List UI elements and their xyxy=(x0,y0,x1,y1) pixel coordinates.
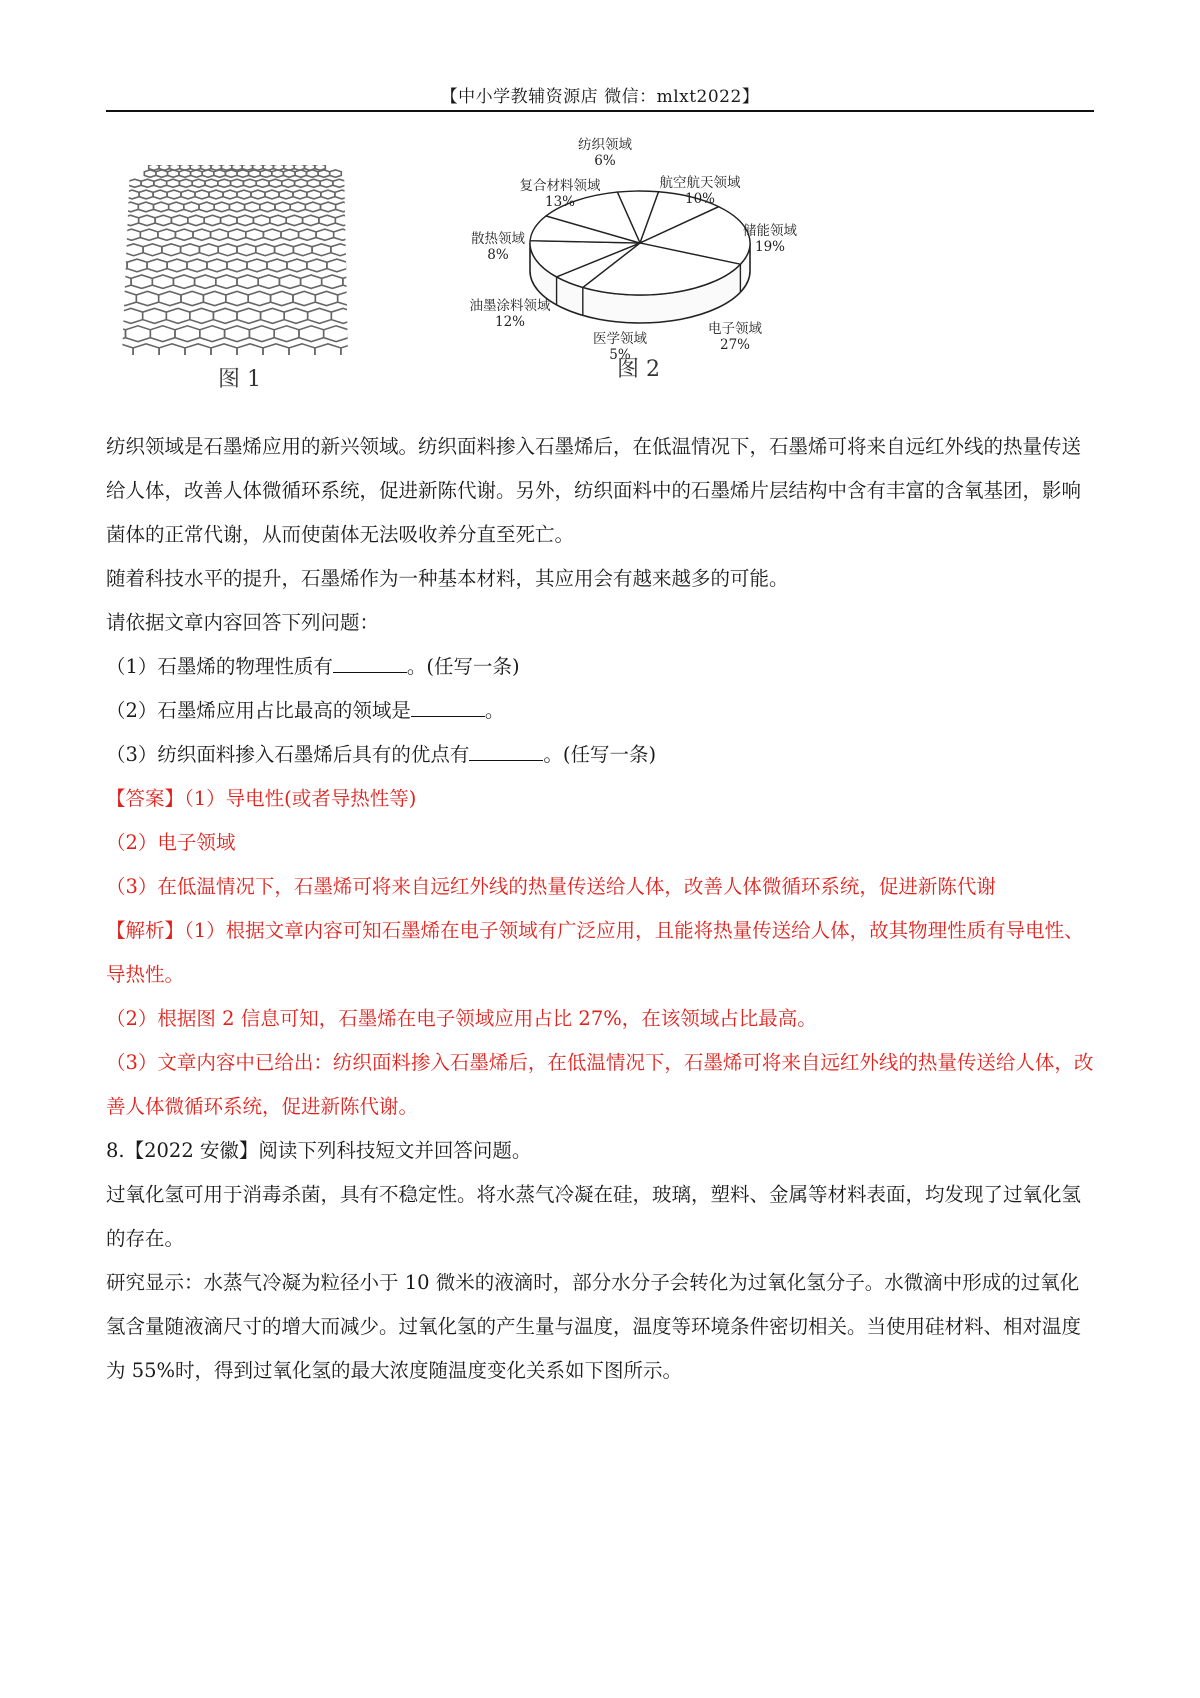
lattice-hexagon xyxy=(237,308,261,323)
lattice-hexagon xyxy=(141,179,154,187)
lattice-hexagon xyxy=(167,190,181,199)
lattice-hexagon xyxy=(112,326,126,342)
lattice-hexagon xyxy=(263,344,289,361)
lattice-hexagon xyxy=(349,326,363,342)
lattice-hexagon xyxy=(228,229,246,240)
lattice-hexagon xyxy=(221,164,231,171)
lattice-hexagon xyxy=(284,308,308,323)
lattice-hexagon xyxy=(173,275,194,288)
pie-value-label: 6% xyxy=(594,153,616,169)
lattice-hexagon xyxy=(209,190,223,199)
lattice-hexagon xyxy=(256,244,275,256)
lattice-hexagon xyxy=(152,275,173,288)
analysis-label: 【解析】 xyxy=(106,919,185,942)
lattice-hexagon xyxy=(123,202,138,212)
header-divider xyxy=(106,110,1094,112)
lattice-hexagon xyxy=(112,291,114,305)
lattice-hexagon xyxy=(260,202,275,212)
graphene-lattice-figure xyxy=(112,155,362,365)
lattice-hexagon xyxy=(273,164,283,171)
lattice-hexagon xyxy=(275,244,294,256)
lattice-hexagon xyxy=(318,170,330,177)
lattice-hexagon xyxy=(336,202,351,212)
lattice-hexagon xyxy=(279,190,293,199)
lattice-hexagon xyxy=(295,170,307,177)
lattice-hexagon xyxy=(248,291,270,305)
lattice-hexagon xyxy=(249,326,274,342)
lattice-hexagon xyxy=(303,215,319,225)
lattice-hexagon xyxy=(195,275,216,288)
lattice-hexagon xyxy=(256,179,269,187)
lattice-hexagon xyxy=(263,229,281,240)
lattice-hexagon xyxy=(272,170,284,177)
lattice-hexagon xyxy=(192,179,205,187)
lattice-hexagon xyxy=(153,190,167,199)
question-1 xyxy=(106,645,1096,689)
question-8-paragraph-2: 研究显示：水蒸气冷凝为粒径小于 10 微米的液滴时，部分水分子会转化为过氧化氢分子。水微滴中形成的过氧化氢含量随液滴尺寸的增大而减少。过氧化氢的产生量与温度，温度等环境条件密切相关。当使用硅材料、相对温度为 55%时，得到过氧化氢的最大浓度随温度变化关系如下图所示。 xyxy=(106,1271,1082,1382)
lattice-hexagon xyxy=(350,244,362,256)
lattice-hexagon xyxy=(305,202,320,212)
lattice-hexagon xyxy=(139,215,155,225)
lattice-hexagon xyxy=(246,229,264,240)
lattice-hexagon xyxy=(237,275,258,288)
lattice-hexagon xyxy=(155,215,171,225)
lattice-hexagon xyxy=(293,291,315,305)
lattice-hexagon xyxy=(159,344,185,361)
lattice-hexagon xyxy=(211,229,229,240)
lattice-hexagon xyxy=(249,170,261,177)
lattice-hexagon xyxy=(205,179,218,187)
lattice-hexagon xyxy=(168,170,180,177)
lattice-hexagon xyxy=(170,164,180,171)
lattice-hexagon xyxy=(231,179,244,187)
pie-value-label: 8% xyxy=(487,247,509,263)
lattice-hexagon xyxy=(286,215,302,225)
lattice-hexagon xyxy=(188,215,204,225)
lattice-hexagon xyxy=(347,259,362,272)
lattice-hexagon xyxy=(181,244,200,256)
lattice-hexagon xyxy=(207,259,227,272)
lattice-hexagon xyxy=(138,202,153,212)
lattice-hexagon xyxy=(321,190,335,199)
lattice-hexagon xyxy=(143,308,167,323)
lattice-hexagon xyxy=(128,179,141,187)
lattice-hexagon xyxy=(271,291,293,305)
pie-category-label: 散热领域 xyxy=(471,231,525,247)
lattice-hexagon xyxy=(169,202,184,212)
lattice-hexagon xyxy=(147,259,167,272)
pie-category-label: 航空航天领域 xyxy=(659,175,741,191)
lattice-hexagon xyxy=(263,164,273,171)
lattice-hexagon xyxy=(185,344,211,361)
lattice-hexagon xyxy=(214,202,229,212)
lattice-hexagon xyxy=(334,229,352,240)
analysis-line-2: （2）根据图 2 信息可知，石墨烯在电子领域应用占比 27%，在该领域占比最高。 xyxy=(106,1007,817,1030)
question-2-text: （2）石墨烯应用占比最高的领域是 xyxy=(106,699,411,722)
paragraph-instruction: 请依据文章内容回答下列问题： xyxy=(106,611,380,634)
answer-line-2: （2）电子领域 xyxy=(106,831,236,854)
question-3-suffix: 。(任写一条) xyxy=(543,743,657,766)
lattice-hexagon xyxy=(333,179,346,187)
lattice-hexagon xyxy=(335,190,349,199)
lattice-hexagon xyxy=(166,308,190,323)
lattice-hexagon xyxy=(289,344,315,361)
lattice-hexagon xyxy=(312,244,331,256)
lattice-hexagon xyxy=(242,164,252,171)
question-1-suffix: 。(任写一条) xyxy=(406,655,520,678)
lattice-hexagon xyxy=(247,259,267,272)
lattice-hexagon xyxy=(331,308,355,323)
lattice-hexagon xyxy=(315,344,341,361)
lattice-hexagon xyxy=(122,215,138,225)
graphene-application-pie-chart xyxy=(470,135,810,375)
lattice-hexagon xyxy=(301,275,322,288)
lattice-hexagon xyxy=(179,179,192,187)
page-header: 【中小学教辅资源店 微信：mlxt2022】 xyxy=(440,87,760,107)
question-1-text: （1）石墨烯的物理性质有 xyxy=(106,655,333,678)
lattice-hexagon xyxy=(275,202,290,212)
lattice-hexagon xyxy=(190,164,200,171)
lattice-hexagon xyxy=(150,326,175,342)
answer-text-1: （1）导电性(或者导热性等) xyxy=(184,787,417,810)
lattice-hexagon xyxy=(123,229,141,240)
paragraph-future: 随着科技水平的提升，石墨烯作为一种基本材料，其应用会有越来越多的可能。 xyxy=(106,567,789,590)
lattice-hexagon xyxy=(253,215,269,225)
lattice-hexagon xyxy=(335,215,351,225)
pie-value-label: 10% xyxy=(684,191,716,207)
lattice-hexagon xyxy=(237,190,251,199)
lattice-hexagon xyxy=(199,244,218,256)
figure2-caption: 图 2 xyxy=(617,357,660,382)
answer-line-1 xyxy=(106,777,1096,821)
lattice-hexagon xyxy=(211,344,237,361)
lattice-hexagon xyxy=(193,229,211,240)
lattice-hexagon xyxy=(330,170,342,177)
lattice-hexagon xyxy=(204,215,220,225)
lattice-hexagon xyxy=(245,202,260,212)
question-2-suffix: 。 xyxy=(484,699,505,722)
lattice-hexagon xyxy=(331,244,350,256)
lattice-hexagon xyxy=(119,308,143,323)
lattice-hexagon xyxy=(261,308,285,323)
lattice-hexagon xyxy=(267,259,287,272)
question-8-title: 8.【2022 安徽】阅读下列科技短文并回答问题。 xyxy=(106,1139,532,1162)
paragraph-textile: 纺织领域是石墨烯应用的新兴领域。纺织面料掺入石墨烯后，在低温情况下，石墨烯可将来自远红外线的热量传送给人体，改善人体微循环系统，促进新陈代谢。另外，纺织面料中的石墨烯片层结构中含有丰富的含氧基团，影响菌体的正常代谢，从而使菌体无法吸收养分直至死亡。 xyxy=(106,435,1082,546)
lattice-hexagon xyxy=(159,291,181,305)
lattice-hexagon xyxy=(191,170,203,177)
pie-value-label: 27% xyxy=(719,337,751,353)
lattice-hexagon xyxy=(154,179,167,187)
lattice-hexagon xyxy=(112,259,127,272)
lattice-hexagon xyxy=(343,275,362,288)
lattice-hexagon xyxy=(293,190,307,199)
lattice-hexagon xyxy=(216,275,237,288)
lattice-hexagon xyxy=(218,179,231,187)
lattice-hexagon xyxy=(126,326,151,342)
lattice-hexagon xyxy=(203,291,225,305)
lattice-hexagon xyxy=(349,190,362,199)
lattice-hexagon xyxy=(341,344,362,361)
lattice-hexagon xyxy=(112,308,119,323)
lattice-hexagon xyxy=(175,229,193,240)
lattice-hexagon xyxy=(270,215,286,225)
lattice-hexagon xyxy=(226,291,248,305)
pie-value-label: 13% xyxy=(544,194,576,210)
lattice-hexagon xyxy=(136,291,158,305)
lattice-hexagon xyxy=(213,308,237,323)
lattice-hexagon xyxy=(202,170,214,177)
analysis-line-3: （3）文章内容中已给出：纺织面料掺入石墨烯后，在低温情况下，石墨烯可将来自远红外线的热量传送给人体，改善人体微循环系统，促进新陈代谢。 xyxy=(106,1051,1094,1118)
lattice-hexagon xyxy=(258,275,279,288)
pie-category-label: 纺织领域 xyxy=(578,137,632,153)
question-8-paragraph-1: 过氧化氢可用于消毒杀菌，具有不稳定性。将水蒸气冷凝在硅，玻璃，塑料、金属等材料表面，均发现了过氧化氢的存在。 xyxy=(106,1183,1082,1250)
lattice-hexagon xyxy=(223,190,237,199)
pie-category-label: 电子领域 xyxy=(708,321,762,337)
lattice-hexagon xyxy=(156,170,168,177)
lattice-hexagon xyxy=(131,275,152,288)
lattice-hexagon xyxy=(324,326,349,342)
lattice-hexagon xyxy=(162,244,181,256)
lattice-hexagon xyxy=(112,202,123,212)
lattice-hexagon xyxy=(315,291,337,305)
lattice-hexagon xyxy=(184,202,199,212)
lattice-hexagon xyxy=(327,259,347,272)
analysis-text-1: （1）根据文章内容可知石墨烯在电子领域有广泛应用，且能将热量传送给人体，故其物理性质有导电性、导热性。 xyxy=(106,919,1084,986)
lattice-hexagon xyxy=(112,275,131,288)
lattice-hexagon xyxy=(112,215,122,225)
lattice-hexagon xyxy=(237,344,263,361)
lattice-hexagon xyxy=(307,259,327,272)
lattice-hexagon xyxy=(114,291,136,305)
lattice-hexagon xyxy=(237,170,249,177)
lattice-hexagon xyxy=(237,215,253,225)
lattice-hexagon xyxy=(158,229,176,240)
pie-value-label: 5% xyxy=(609,347,631,363)
lattice-hexagon xyxy=(221,215,237,225)
lattice-hexagon xyxy=(133,344,159,361)
lattice-hexagon xyxy=(294,164,304,171)
lattice-hexagon xyxy=(154,202,169,212)
answer-blank xyxy=(411,700,485,717)
lattice-hexagon xyxy=(352,215,362,225)
document-body xyxy=(106,425,1096,1393)
question-3-text: （3）纺织面料掺入石墨烯后具有的优点有 xyxy=(106,743,470,766)
lattice-hexagon xyxy=(232,164,242,171)
pie-category-label: 复合材料领域 xyxy=(519,178,601,194)
lattice-hexagon xyxy=(171,215,187,225)
lattice-hexagon xyxy=(307,190,321,199)
pie-category-label: 油墨涂料领域 xyxy=(470,298,551,314)
lattice-hexagon xyxy=(127,259,147,272)
lattice-hexagon xyxy=(316,229,334,240)
pie-category-label: 储能领域 xyxy=(743,223,797,239)
lattice-hexagon xyxy=(322,275,343,288)
lattice-hexagon xyxy=(338,291,360,305)
lattice-hexagon xyxy=(159,164,169,171)
lattice-hexagon xyxy=(307,170,319,177)
lattice-hexagon xyxy=(214,170,226,177)
lattice-hexagon xyxy=(321,202,336,212)
answer-line-3: （3）在低温情况下，石墨烯可将来自远红外线的热量传送给人体，改善人体微循环系统，促进新陈代谢 xyxy=(106,875,996,898)
lattice-hexagon xyxy=(112,344,133,361)
lattice-hexagon xyxy=(225,326,250,342)
lattice-hexagon xyxy=(200,326,225,342)
lattice-hexagon xyxy=(187,259,207,272)
question-2 xyxy=(106,689,1096,733)
lattice-hexagon xyxy=(260,170,272,177)
lattice-hexagon xyxy=(167,259,187,272)
lattice-hexagon xyxy=(125,190,139,199)
lattice-hexagon xyxy=(251,190,265,199)
analysis-line-1 xyxy=(106,909,1096,997)
lattice-hexagon xyxy=(305,164,315,171)
lattice-hexagon xyxy=(355,308,362,323)
lattice-hexagon xyxy=(281,229,299,240)
lattice-hexagon xyxy=(190,308,214,323)
lattice-hexagon xyxy=(290,202,305,212)
lattice-hexagon xyxy=(279,275,300,288)
lattice-hexagon xyxy=(274,326,299,342)
lattice-hexagon xyxy=(199,202,214,212)
question-3 xyxy=(106,733,1096,777)
lattice-hexagon xyxy=(295,179,308,187)
lattice-hexagon xyxy=(308,308,332,323)
lattice-hexagon xyxy=(320,179,333,187)
lattice-hexagon xyxy=(112,244,124,256)
lattice-hexagon xyxy=(269,179,282,187)
lattice-hexagon xyxy=(218,244,237,256)
lattice-hexagon xyxy=(144,170,156,177)
pie-category-label: 医学领域 xyxy=(593,331,647,347)
lattice-hexagon xyxy=(195,190,209,199)
lattice-hexagon xyxy=(243,179,256,187)
lattice-hexagon xyxy=(351,202,362,212)
pie-value-label: 19% xyxy=(754,239,786,255)
lattice-hexagon xyxy=(181,190,195,199)
lattice-hexagon xyxy=(360,291,362,305)
lattice-hexagon xyxy=(181,291,203,305)
lattice-hexagon xyxy=(175,326,200,342)
lattice-hexagon xyxy=(124,244,143,256)
answer-label: 【答案】 xyxy=(106,787,185,810)
answer-blank xyxy=(333,656,407,673)
lattice-hexagon xyxy=(167,179,180,187)
lattice-hexagon xyxy=(265,190,279,199)
lattice-hexagon xyxy=(229,202,244,212)
lattice-hexagon xyxy=(225,170,237,177)
lattice-hexagon xyxy=(139,190,153,199)
lattice-hexagon xyxy=(227,259,247,272)
lattice-hexagon xyxy=(140,229,158,240)
lattice-hexagon xyxy=(293,244,312,256)
lattice-hexagon xyxy=(299,229,317,240)
lattice-hexagon xyxy=(282,179,295,187)
lattice-hexagon xyxy=(112,229,123,240)
lattice-hexagon xyxy=(307,179,320,187)
lattice-hexagon xyxy=(319,215,335,225)
lattice-hexagon xyxy=(351,229,362,240)
lattice-hexagon xyxy=(237,244,256,256)
pie-value-label: 12% xyxy=(494,314,526,330)
lattice-hexagon xyxy=(299,326,324,342)
lattice-hexagon xyxy=(287,259,307,272)
lattice-hexagon xyxy=(143,244,162,256)
lattice-hexagon xyxy=(201,164,211,171)
figure1-caption: 图 1 xyxy=(218,367,261,392)
answer-blank xyxy=(469,744,543,761)
